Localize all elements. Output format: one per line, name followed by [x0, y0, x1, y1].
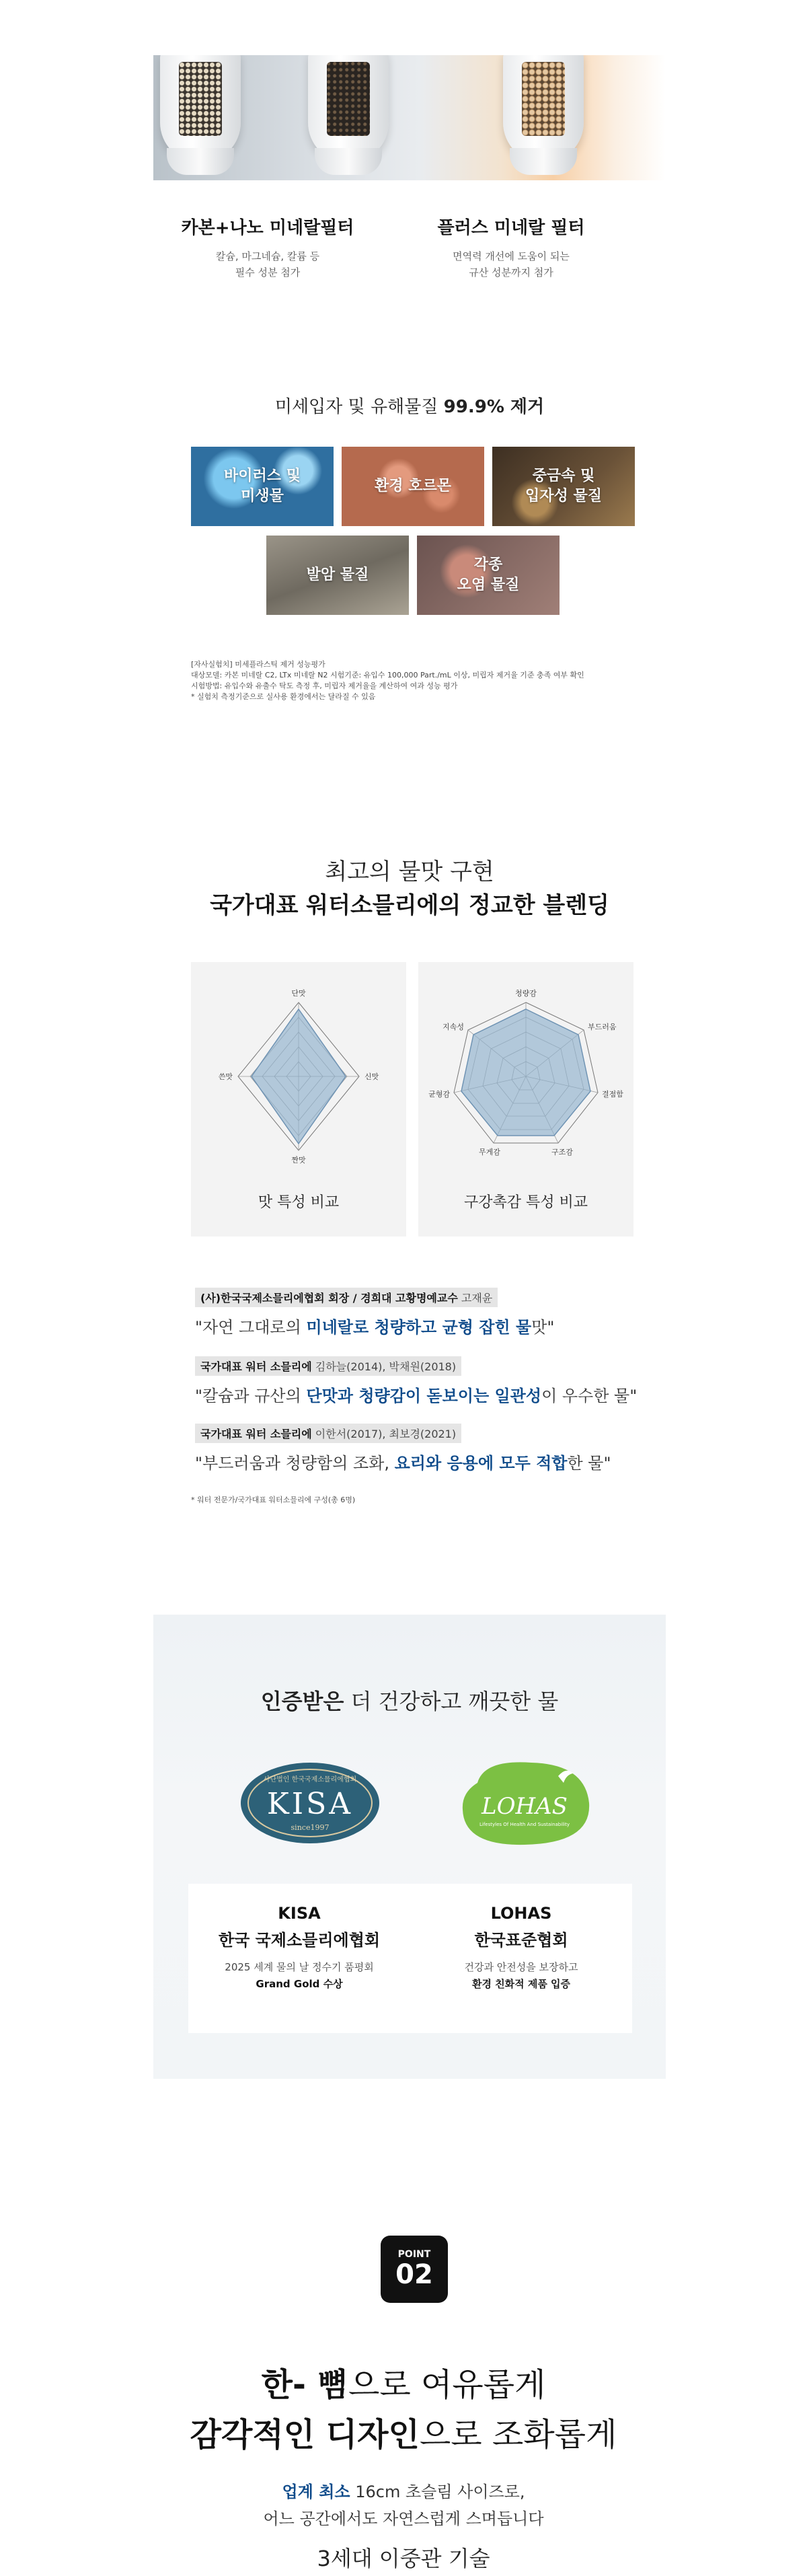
removal-tile-virus	[191, 447, 334, 526]
lohas-logo	[457, 1756, 596, 1849]
mouthfeel-radar-area	[461, 1009, 590, 1136]
point-headline-line: 감각적인 디자인으로 조화롭게	[190, 2416, 617, 2454]
taste-footnote: * 워터 전문가/국가대표 워터소믈리에 구성(총 6명)	[191, 1496, 356, 1504]
cert-name: LOHAS	[490, 1904, 552, 1923]
radar-label: 단맛	[291, 989, 306, 998]
radar-label: 신맛	[364, 1072, 379, 1081]
point-desc	[67, 2478, 740, 2532]
svg-text:LOHAS: LOHAS	[482, 1793, 568, 1820]
cert-org: 한국표준협회	[474, 1931, 568, 1950]
tile-line: 중금속 및	[532, 468, 595, 484]
filter-desc-line: 면역력 개선에 도움이 되는	[453, 250, 570, 262]
kisa-logo	[239, 1761, 381, 1845]
removal-tile-carcinogen	[266, 536, 409, 615]
point-number: 02	[395, 2259, 433, 2290]
removal-tile-heavy-metal	[492, 447, 635, 526]
cert-info-card	[188, 1884, 632, 2033]
quote-author-tag	[195, 1424, 461, 1443]
tile-line: 오염 물질	[457, 577, 520, 593]
filter-cartridge-image	[308, 55, 389, 163]
radar-caption: 구강촉감 특성 비교	[463, 1194, 588, 1211]
cert-name: KISA	[278, 1904, 321, 1923]
removal-title-highlight: 99.9% 제거	[443, 397, 545, 417]
quote-author-title: (사)한국국제소믈리에협회 회장 / 경희대 고황명예교수	[200, 1292, 458, 1304]
radar-label: 부드러움	[588, 1023, 617, 1031]
quote-author-title: 국가대표 워터 소믈리에	[200, 1360, 312, 1373]
cert-kisa-info	[188, 1904, 410, 1991]
test-note: 대상모델: 카본 미네랄 C2, LTx 미네랄 N2 시험기준: 유입수 100,000 Part./mL 이상, 미립자 제거율 기준 충족 여부 확인	[191, 671, 584, 679]
quote-author-name: 고재윤	[457, 1292, 493, 1304]
taste-subtitle: 국가대표 워터소믈리에의 정교한 블렌딩	[210, 892, 609, 919]
svg-text:KISA: KISA	[266, 1787, 354, 1821]
svg-text:since1997: since1997	[291, 1823, 330, 1832]
sommelier-quote	[195, 1288, 652, 1337]
radar-card-taste	[191, 962, 406, 1237]
filter-desc-line: 칼슘, 마그네슘, 칼륨 등	[215, 250, 320, 262]
taste-radar-area	[252, 1009, 346, 1144]
tile-line: 미생물	[241, 488, 284, 505]
sommelier-quote	[195, 1356, 652, 1406]
test-note: * 실험치 측정기준으로 실사용 환경에서는 달라질 수 있음	[191, 692, 376, 701]
point-headline-line: 한- 뼘으로 여유롭게	[261, 2366, 546, 2404]
radar-label: 짠맛	[291, 1156, 306, 1165]
tile-line: 입자성 물질	[525, 488, 602, 505]
filter-photo	[153, 55, 666, 180]
mouthfeel-radar-chart	[418, 962, 633, 1184]
quote-text: "자연 그대로의 미네랄로 청량하고 균형 잡힌 물맛"	[195, 1318, 555, 1337]
cert-lohas-info	[410, 1904, 632, 1991]
cert-desc: 2025 세계 물의 날 정수기 품평회	[225, 1961, 374, 1973]
point-badge	[381, 2236, 448, 2303]
taste-radar-chart	[191, 962, 406, 1184]
filter-title: 카본+나노 미네랄필터	[181, 218, 354, 238]
cert-title	[153, 1685, 666, 1716]
radar-caption: 맛 특성 비교	[258, 1194, 340, 1211]
radar-label: 청량감	[515, 989, 537, 998]
cert-org: 한국 국제소믈리에협회	[218, 1931, 381, 1950]
point-desc-line: 어느 공간에서도 자연스럽게 스며듭니다	[263, 2509, 544, 2528]
cert-desc: 건강과 안전성을 보장하고	[464, 1961, 578, 1973]
svg-text:사단법인 한국국제소믈리에협회: 사단법인 한국국제소믈리에협회	[263, 1776, 357, 1783]
removal-tile-hormone	[342, 447, 484, 526]
tile-line: 발암 물질	[306, 566, 369, 583]
quote-author-tag	[195, 1356, 461, 1376]
radar-label: 균형감	[428, 1090, 450, 1099]
quote-author-name: 이한서(2017), 최보경(2021)	[311, 1428, 457, 1440]
filter-title: 플러스 미네랄 필터	[437, 218, 585, 238]
quote-text: "부드러움과 청량함의 조화, 요리와 응용에 모두 적합한 물"	[195, 1454, 611, 1473]
quote-text: "칼슘과 규산의 단맛과 청량감이 돋보이는 일관성이 우수한 물"	[195, 1387, 638, 1405]
cert-section	[153, 1615, 666, 2079]
filter-cartridge-image	[160, 55, 241, 163]
tile-line: 환경 호르몬	[375, 478, 451, 494]
next-section-title: 3세대 이중관 기술	[317, 2546, 490, 2571]
radar-label: 결점함	[602, 1090, 623, 1099]
tile-line: 바이러스 및	[224, 468, 301, 484]
cert-award: Grand Gold 수상	[256, 1978, 343, 1990]
filter-desc-line: 규산 성분까지 첨가	[469, 266, 553, 279]
quote-author-tag	[195, 1288, 498, 1307]
filter-card-plus	[410, 214, 612, 281]
cert-award: 환경 친화적 제품 입증	[471, 1978, 571, 1990]
quote-author-title: 국가대표 워터 소믈리에	[200, 1428, 312, 1440]
taste-title: 최고의 물맛 구현	[325, 858, 494, 885]
sommelier-quote	[195, 1424, 652, 1473]
radar-label: 쓴맛	[218, 1072, 233, 1081]
removal-title	[153, 393, 666, 418]
cert-title-rest: 더 건강하고 깨끗한 물	[344, 1689, 559, 1714]
removal-tile-pollutant	[417, 536, 560, 615]
filter-desc-line: 필수 성분 첨가	[235, 266, 301, 279]
point-label: POINT	[397, 2249, 431, 2260]
quote-author-name: 김하늘(2014), 박채원(2018)	[311, 1360, 457, 1373]
radar-label: 무게감	[479, 1148, 500, 1156]
test-note: 시험방법: 유입수와 유출수 탁도 측정 후, 미립자 제거율을 계산하여 여과 성능 평가	[191, 682, 458, 690]
radar-label: 지속성	[443, 1023, 464, 1031]
filter-cartridge-image	[503, 55, 584, 163]
filter-card-carbon	[167, 214, 369, 281]
svg-text:Lifestyles Of Health And Susta: Lifestyles Of Health And Sustainability	[479, 1822, 570, 1827]
radar-card-mouthfeel	[418, 962, 633, 1237]
test-notes	[191, 659, 662, 702]
tile-line: 각종	[473, 556, 503, 573]
radar-label: 구조감	[551, 1148, 573, 1156]
test-note: [자사실험치] 미세플라스틱 제거 성능평가	[191, 660, 325, 669]
cert-title-highlight: 인증받은	[260, 1689, 344, 1714]
point-desc-line: 업계 최소 16cm 초슬림 사이즈로,	[282, 2482, 525, 2501]
removal-title-prefix: 미세입자 및 유해물질	[274, 397, 444, 417]
